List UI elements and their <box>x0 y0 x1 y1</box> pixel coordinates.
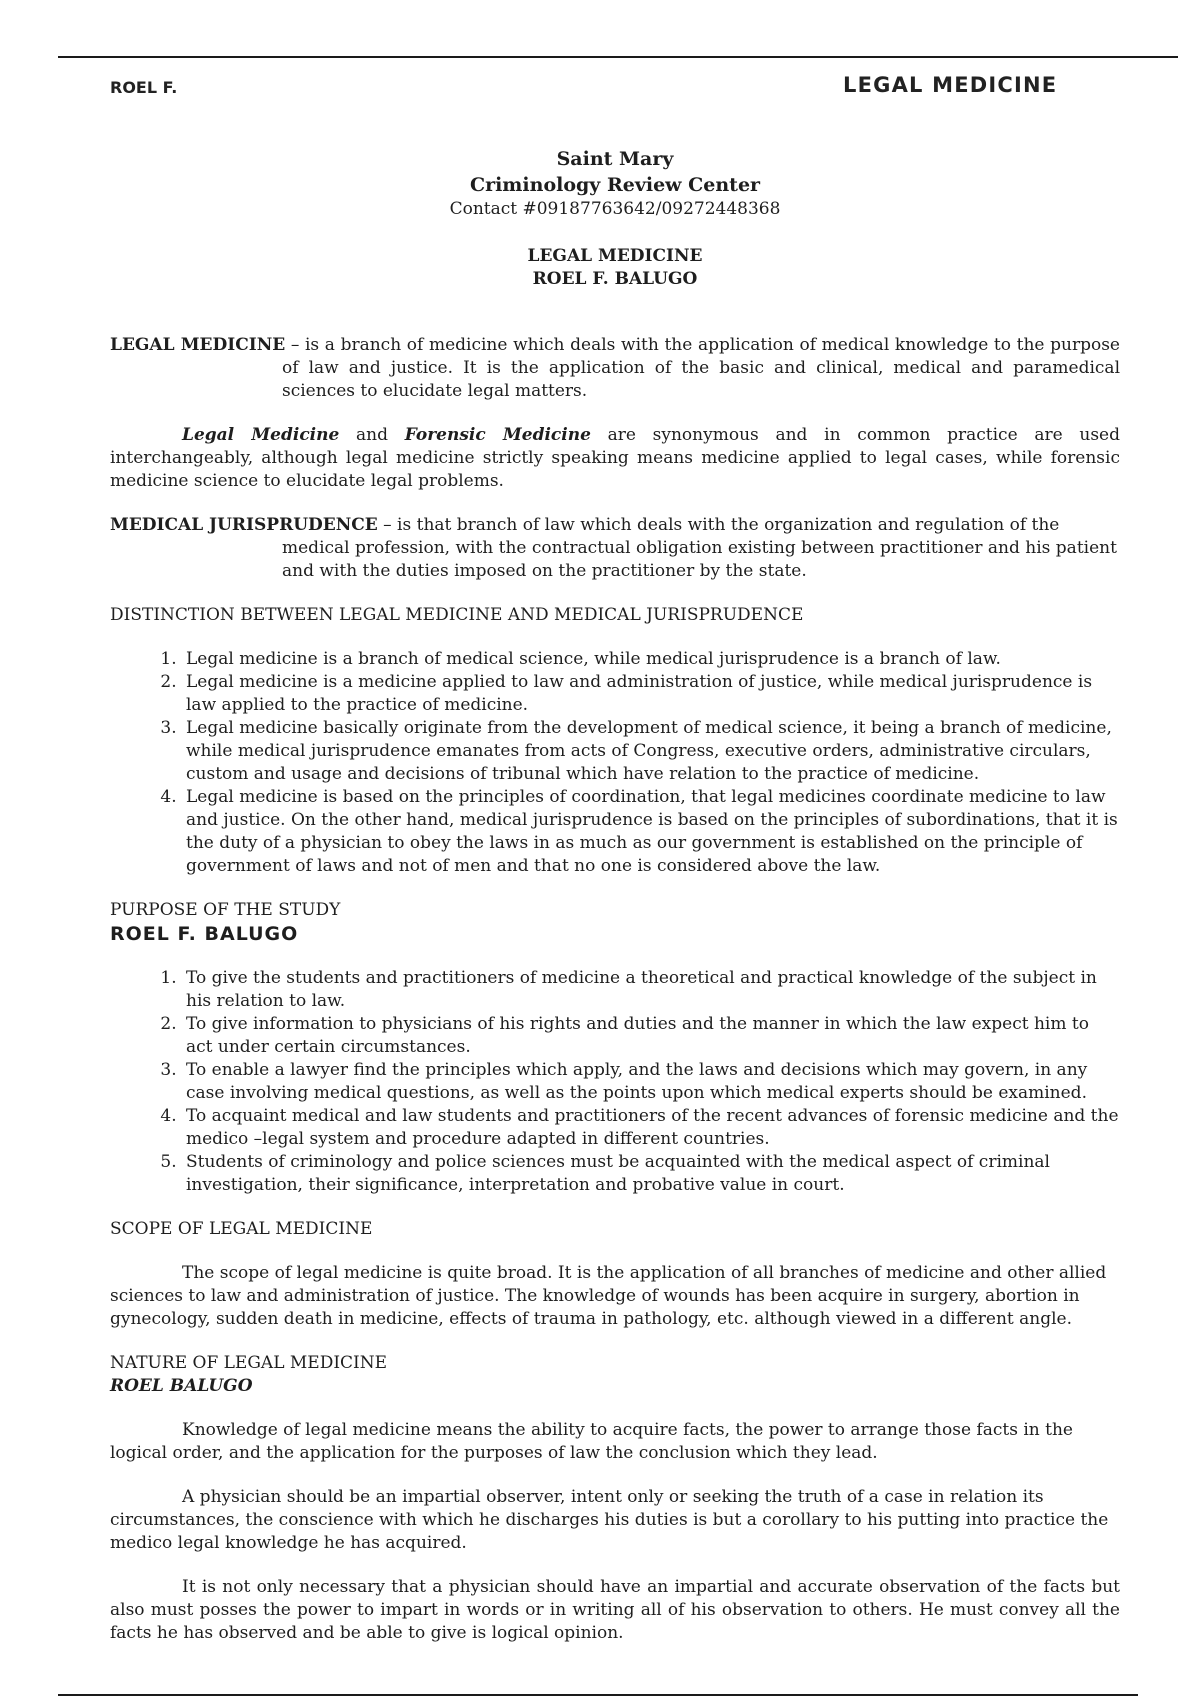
list-item: 2. Legal medicine is a medicine applied to law and administration of justice, while medical jurisprudence is law applied to the practice of medicine. <box>182 671 1120 717</box>
scope-paragraph: The scope of legal medicine is quite broad. It is the application of all branches of medicine and other allied sciences to law and administration of justice. The knowledge of wounds has been acquire in surgery, abortion in gynecology, sudden death in medicine, effects of trauma in pathology, etc. although viewed in a different angle. <box>110 1263 1107 1329</box>
nature-paragraph-2: A physician should be an impartial observer, intent only or seeking the truth of a case in relation its circumstances, the conscience with which he discharges his duties is but a corollary to his putting into practice the medico legal knowledge he has acquired. <box>110 1487 1109 1553</box>
definition-text: – is a branch of medicine which deals with the application of medical knowledge to the purpose of law and justice. It is the application of the basic and clinical, medical and paramedical sciences to elucidate legal matters. <box>282 335 1120 401</box>
top-rule <box>58 56 1178 58</box>
list-item: 4. To acquaint medical and law students and practitioners of the recent advances of forensic medicine and the medico –legal system and procedure adapted in different countries. <box>182 1105 1120 1151</box>
title-block <box>110 146 1120 291</box>
definition-medical-jurisprudence <box>110 514 1120 583</box>
scope-heading: SCOPE OF LEGAL MEDICINE <box>110 1219 373 1239</box>
purpose-author: ROEL F. BALUGO <box>110 923 299 945</box>
running-header-right: LEGAL MEDICINE <box>843 73 1058 97</box>
list-item: 1. To give the students and practitioners of medicine a theoretical and practical knowledge of the subject in his relation to law. <box>182 967 1120 1013</box>
distinction-heading: DISTINCTION BETWEEN LEGAL MEDICINE AND MEDICAL JURISPRUDENCE <box>110 605 804 625</box>
list-item: 5. Students of criminology and police sciences must be acquainted with the medical aspect of criminal investigation, their significance, interpretation and probative value in court. <box>182 1151 1120 1197</box>
definition-legal-medicine <box>110 334 1120 403</box>
list-item: 2. To give information to physicians of his rights and duties and the manner in which the law expect him to act under certain circumstances. <box>182 1013 1120 1059</box>
term-legal-medicine: LEGAL MEDICINE <box>110 335 286 355</box>
contact-line: Contact #09187763642/09272448368 <box>449 199 781 219</box>
author-name: ROEL F. BALUGO <box>532 269 698 289</box>
bottom-rule <box>58 1694 1138 1696</box>
list-item: 1. Legal medicine is a branch of medical science, while medical jurisprudence is a branch of law. <box>182 648 1120 671</box>
term-forensic-medicine: Forensic Medicine <box>404 425 591 445</box>
synonymous-paragraph <box>110 424 1120 493</box>
school-name: Saint Mary <box>556 148 674 170</box>
list-item: 3. Legal medicine basically originate from the development of medical science, it being a branch of medicine, while medical jurisprudence emanates from acts of Congress, executive orders, administrative circulars, custom and usage and decisions of tribunal which have relation to the practice of medicine. <box>182 717 1120 786</box>
document-body <box>110 146 1120 1645</box>
running-header-left: ROEL F. <box>110 78 178 97</box>
term-medical-jurisprudence: MEDICAL JURISPRUDENCE <box>110 515 378 535</box>
synonymous-text: are synonymous and in common practice are used interchangeably, although legal medicine strictly speaking means medicine applied to legal cases, while forensic medicine science to elucidate legal problems. <box>110 425 1120 491</box>
nature-paragraph-3: It is not only necessary that a physician should have an impartial and accurate observation of the facts but also must posses the power to impart in words or in writing all of his observation to others. He must convey all the facts he has observed and be able to give is logical opinion. <box>110 1577 1120 1643</box>
list-item: 4. Legal medicine is based on the principles of coordination, that legal medicines coordinate medicine to law and justice. On the other hand, medical jurisprudence is based on the principles of subordinations, that it is the duty of a physician to obey the laws in as much as our government is established on the principle of government of laws and not of men and that no one is considered above the law. <box>182 786 1120 878</box>
definition-text: – is that branch of law which deals with the organization and regulation of the medical profession, with the contractual obligation existing between practitioner and his patient and with the duties imposed on the practitioner by the state. <box>282 515 1117 581</box>
nature-paragraph-1: Knowledge of legal medicine means the ability to acquire facts, the power to arrange those facts in the logical order, and the application for the purposes of law the conclusion which they lead. <box>110 1420 1073 1463</box>
subject-title: LEGAL MEDICINE <box>527 246 703 266</box>
nature-heading: NATURE OF LEGAL MEDICINE <box>110 1353 388 1373</box>
conjunction: and <box>339 425 405 445</box>
purpose-heading: PURPOSE OF THE STUDY <box>110 900 341 920</box>
school-subtitle: Criminology Review Center <box>469 174 761 196</box>
list-item: 3. To enable a lawyer find the principles which apply, and the laws and decisions which may govern, in any case involving medical questions, as well as the points upon which medical experts should be examined. <box>182 1059 1120 1105</box>
distinction-list <box>110 648 1120 878</box>
term-legal-medicine-italic: Legal Medicine <box>182 425 340 445</box>
nature-author: ROEL BALUGO <box>110 1376 253 1396</box>
purpose-list <box>110 967 1120 1197</box>
